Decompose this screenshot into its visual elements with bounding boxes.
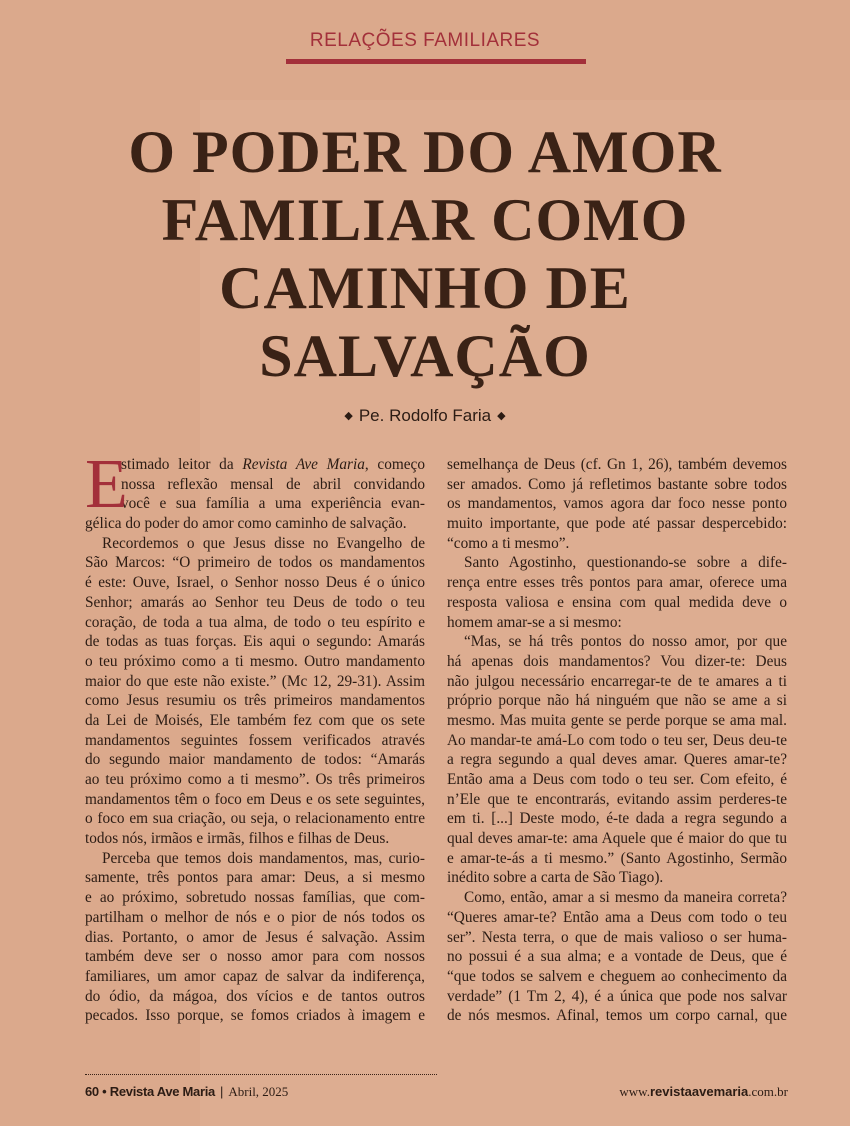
text-line	[85, 455, 425, 475]
footer-rule	[85, 1074, 437, 1075]
text-line: há apenas dois mandamentos? Vou dizer-te: Deus	[447, 652, 787, 670]
text-line: samente, três pontos para amar: Deus, a si mesmo	[85, 869, 425, 887]
text-span: stimado leitor da	[121, 456, 243, 473]
text-line: do segundo maior mandamento de todos: “Amarás	[85, 751, 425, 769]
text-line: no possui é a sua alma; e a vontade de Deus, que é	[447, 948, 787, 966]
title-line: SALVAÇÃO	[259, 323, 591, 389]
text-line: Ao mandar-te amá-Lo com todo o teu ser, Deus deu-te	[447, 731, 787, 749]
magazine-name-italic: Revista Ave Maria	[242, 456, 365, 473]
text-line: Perceba que temos dois mandamentos, mas, curio-	[102, 849, 425, 867]
magazine-name: Revista Ave Maria	[109, 1084, 215, 1099]
section-label: RELAÇÕES FAMILIARES	[309, 30, 541, 51]
text-line: também deve ser o nosso amor para com nossos	[85, 948, 425, 966]
text-line: maior do que este não existe.” (Mc 12, 29-31). Assim	[85, 672, 425, 690]
separator: |	[219, 1084, 224, 1099]
text-line: o teu próximo como a ti mesmo. Outro mandamento	[85, 652, 425, 670]
text-line: mandamentos seguintes fossem verificados através	[85, 731, 425, 749]
text-line: da Lei de Moisés, Ele também fez com que os sete	[85, 711, 425, 729]
issue-date: Abril, 2025	[228, 1084, 289, 1099]
column-body	[85, 475, 425, 1026]
text-line: Recordemos o que Jesus disse no Evangelho de	[102, 534, 425, 552]
text-line: em ti. [...] Deste modo, é-te dada a regra segundo a	[447, 810, 787, 828]
text-line: pecados. Isso porque, se fomos criados à imagem e	[85, 1007, 425, 1025]
title-line: CAMINHO DE	[219, 255, 631, 321]
byline	[0, 406, 850, 426]
text-column-1	[85, 446, 425, 1026]
text-line: muito importante, que pode até passar despercebido:	[447, 515, 787, 533]
diamond-icon: ◆	[497, 410, 506, 422]
text-line: partilham o melhor de nós e o pior de nós todos os	[85, 908, 425, 926]
drop-cap: E	[85, 446, 128, 523]
text-line: inédito sobre a carta de São Tiago).	[447, 869, 664, 887]
section-underline	[286, 59, 586, 64]
text-line: os mandamentos, vamos agora dar foco nesse ponto	[447, 495, 787, 513]
text-line: qual deves amar-te: ama Aquele que é maior do que tu	[447, 830, 787, 848]
text-line: de todas as tuas forças. Eis aqui o segundo: Amarás	[85, 633, 425, 651]
diamond-icon: ◆	[344, 410, 353, 422]
text-line: a regra segundo a qual deves amar. Queres amar-te?	[447, 751, 787, 769]
text-column-2	[447, 455, 787, 1026]
text-line: Como, então, amar a si mesmo da maneira correta?	[464, 889, 787, 907]
url-prefix: www.	[619, 1084, 650, 1099]
text-line: “Queres amar-te? Então ama a Deus com todo o teu	[447, 908, 787, 926]
text-line: verdade” (1 Tm 2, 4), é a única que pode nos salvar	[447, 987, 787, 1005]
text-line: e ao próximo, sobretudo nossas famílias, que com-	[85, 889, 425, 907]
title-line: FAMILIAR COMO	[161, 187, 689, 253]
text-line: “Mas, se há três pontos do nosso amor, por que	[464, 633, 787, 651]
text-line: não julgou necessário encarregar-te de te amares a ti	[447, 672, 787, 690]
text-line: de nós mesmos. Afinal, temos um corpo carnal, que	[447, 1007, 787, 1025]
text-line: Santo Agostinho, questionando-se sobre a dife-	[464, 554, 787, 572]
text-line: familiares, um amor capaz de salvar da indiferença,	[85, 967, 425, 985]
url-suffix: .com.br	[748, 1084, 788, 1099]
page-number: 60	[85, 1084, 99, 1099]
text-line: gélica do poder do amor como caminho de salvação.	[85, 515, 407, 533]
text-line: São Marcos: “O primeiro de todos os mandamentos	[85, 554, 425, 572]
text-line: você e sua família a uma experiência evan-	[121, 495, 425, 513]
text-line: “que todos se salvem e cheguem ao conhecimento da	[447, 967, 787, 985]
text-line: Senhor; amarás ao Senhor teu Deus de todo o teu	[85, 593, 425, 611]
text-line: ao teu próximo como a ti mesmo”. Os três primeiros	[85, 771, 425, 788]
text-line: homem amar-se a si mesmo:	[447, 613, 622, 631]
text-line: “como a ti mesmo”.	[447, 534, 570, 552]
text-line: o foco em sua criação, ou seja, o relacionamento entre	[85, 810, 425, 828]
column-body	[447, 455, 787, 1026]
text-line: como Jesus resumiu os três primeiros mandamentos	[85, 692, 425, 710]
text-line: e amar-te-ás a ti mesmo.” (Santo Agostinho, Sermão	[447, 849, 787, 867]
text-line: todos nós, irmãos e irmãs, filhos e filhas de Deus.	[85, 830, 390, 848]
footer-left	[85, 1084, 288, 1100]
footer-url	[619, 1084, 788, 1100]
text-line: próprio porque não há ninguém que não se ame a si	[447, 692, 787, 710]
text-line: nossa reflexão mensal de abril convidando	[121, 475, 425, 493]
author-name: Pe. Rodolfo Faria	[358, 406, 492, 425]
text-line: dias. Portanto, o amor de Jesus é salvação. Assim	[85, 928, 425, 946]
text-line: mesmo. Mas muita gente se perde porque se ama mal.	[447, 711, 787, 729]
bullet: •	[98, 1084, 110, 1099]
text-line: ser”. Nesta terra, o que de mais valioso o ser huma-	[447, 928, 787, 946]
text-line: n’Ele que te encontrarás, evitando assim perderes-te	[447, 790, 787, 808]
text-line: semelhança de Deus (cf. Gn 1, 26), também devemos	[447, 456, 787, 473]
text-line: do ódio, da mágoa, dos vícios e de tantos outros	[85, 987, 425, 1005]
title-line: O PODER DO AMOR	[128, 119, 722, 185]
url-domain: revistaavemaria	[649, 1084, 749, 1099]
text-line: é este: Ouve, Israel, o Senhor nosso Deus é o único	[85, 574, 425, 592]
text-line: ser amados. Como já refletimos bastante sobre todos	[447, 475, 787, 493]
text-line: resposta valiosa e ensina com qual medida deve o	[447, 593, 787, 611]
article-title	[0, 118, 850, 390]
text-line: coração, de toda a tua alma, de todo o teu espírito e	[85, 613, 425, 631]
text-span: , começo	[364, 456, 425, 473]
text-line: mandamentos têm o foco em Deus e os sete seguintes,	[85, 790, 425, 808]
text-line: Então ama a Deus com todo o teu ser. Com efeito, é	[447, 771, 787, 788]
text-line: rença entre esses três pontos para amar, oferece uma	[447, 574, 787, 592]
